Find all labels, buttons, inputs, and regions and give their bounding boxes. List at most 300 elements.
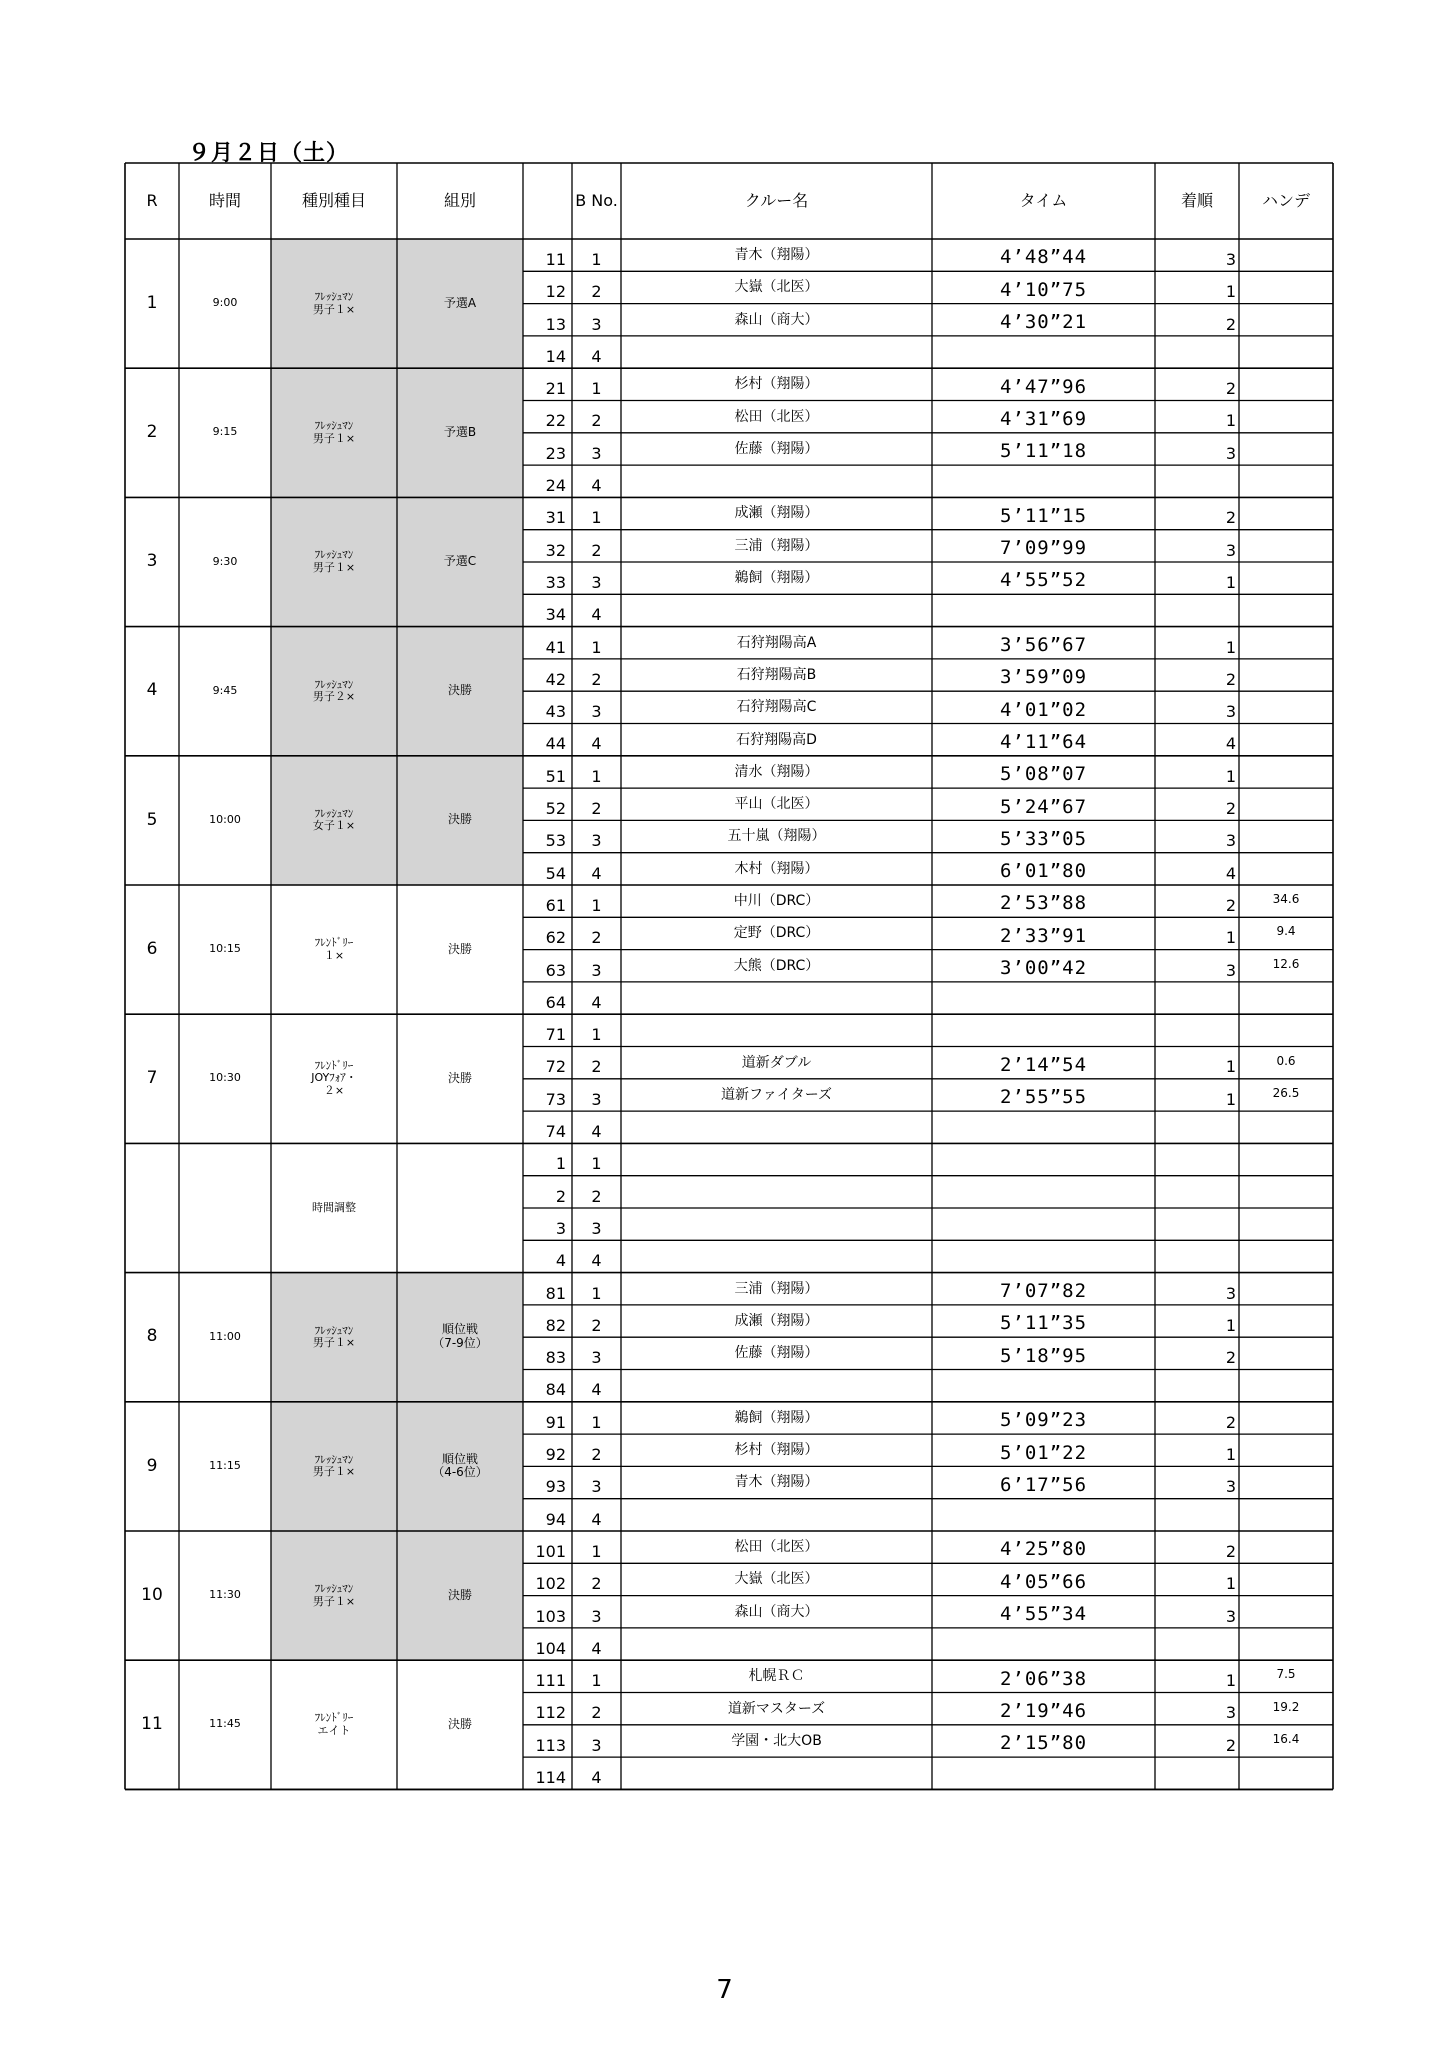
handicap-value	[1239, 1273, 1333, 1305]
race-number: 4	[146, 680, 158, 701]
finish-place: 4	[1225, 863, 1236, 883]
bow-number: 2	[591, 799, 602, 818]
handicap-value	[1239, 1305, 1333, 1337]
bow-number: 4	[591, 1251, 602, 1271]
handicap-value	[1239, 1143, 1333, 1175]
lane-number: 104	[535, 1638, 566, 1658]
finish-place: 4	[1225, 734, 1236, 754]
bow-number: 3	[591, 831, 602, 851]
finish-time: 5’11”15	[999, 504, 1088, 527]
finish-place: 1	[1225, 1574, 1236, 1594]
crew-name: 森山（商大）	[734, 1603, 819, 1620]
lane-number: 44	[545, 734, 566, 754]
header-handicap: ハンデ	[1261, 190, 1310, 210]
race-category: 時間調整	[312, 1200, 356, 1214]
bow-number: 2	[591, 411, 602, 431]
lane-number: 54	[545, 863, 566, 883]
crew-name: 鵜飼（翔陽）	[734, 1409, 819, 1426]
lane-number: 113	[535, 1735, 566, 1755]
crew-name: 青木（翔陽）	[734, 1474, 819, 1491]
finish-time: 5’18”95	[999, 1344, 1088, 1367]
finish-time	[932, 465, 1155, 497]
finish-place: 2	[1225, 508, 1236, 528]
handicap-value	[1239, 465, 1333, 497]
header-r: R	[146, 190, 158, 210]
lane-number: 111	[535, 1671, 566, 1691]
header-place: 着順	[1180, 190, 1213, 210]
handicap-value: 16.4	[1272, 1731, 1300, 1746]
crew-name	[621, 1176, 932, 1208]
bow-number: 4	[591, 863, 602, 883]
finish-place	[1155, 1208, 1239, 1240]
crew-name	[621, 594, 932, 626]
crew-name: 成瀬（翔陽）	[734, 505, 819, 522]
handicap-value	[1239, 239, 1333, 271]
lane-number: 24	[545, 476, 566, 495]
race-start-time: 11:00	[209, 1329, 241, 1343]
race-category: ﾌﾚｯｼｭﾏﾝ 女子１×	[312, 806, 356, 833]
handicap-value	[1239, 691, 1333, 723]
lane-number: 2	[555, 1186, 566, 1206]
bow-number: 2	[591, 928, 602, 948]
handicap-value	[1239, 724, 1333, 756]
race-start-time: 11:15	[209, 1459, 241, 1473]
race-number: 1	[146, 292, 158, 313]
finish-time	[932, 1757, 1155, 1789]
bow-number: 3	[591, 702, 602, 722]
bow-number: 4	[591, 1380, 602, 1400]
lane-number: 112	[535, 1703, 566, 1723]
header-group: 組別	[443, 190, 476, 210]
lane-number: 52	[545, 799, 566, 818]
finish-time: 4’55”34	[999, 1603, 1088, 1626]
handicap-value	[1239, 1240, 1333, 1272]
crew-name: 松田（北医）	[734, 408, 819, 425]
race-number: 6	[146, 938, 158, 959]
crew-name: 大嶽（北医）	[734, 1571, 819, 1588]
race-start-time: 9:00	[212, 296, 238, 310]
bow-number: 3	[591, 443, 602, 463]
handicap-value	[1239, 1402, 1333, 1434]
finish-place: 3	[1225, 443, 1236, 463]
handicap-value	[1239, 1563, 1333, 1595]
finish-time	[932, 1370, 1155, 1402]
crew-name	[621, 336, 932, 368]
crew-name: 大嶽（北医）	[734, 279, 819, 296]
finish-time: 2’55”55	[999, 1086, 1088, 1109]
lane-number: 64	[545, 992, 566, 1012]
handicap-value	[1239, 1466, 1333, 1498]
lane-number: 74	[545, 1122, 566, 1141]
finish-time: 5’11”18	[999, 440, 1088, 463]
bow-number: 4	[591, 1638, 602, 1658]
finish-time: 5’01”22	[999, 1441, 1088, 1464]
bow-number: 2	[591, 1574, 602, 1594]
finish-place: 1	[1225, 1315, 1236, 1335]
bow-number: 2	[591, 1057, 602, 1077]
race-category: ﾌﾚﾝﾄﾞﾘｰ １×	[314, 935, 354, 962]
handicap-value	[1239, 562, 1333, 594]
bow-number: 4	[591, 605, 602, 625]
handicap-value	[1239, 401, 1333, 433]
lane-number: 83	[545, 1348, 566, 1368]
lane-number: 114	[535, 1768, 566, 1787]
finish-place	[1155, 1370, 1239, 1402]
crew-name	[621, 1370, 932, 1402]
finish-place: 3	[1225, 1283, 1236, 1303]
lane-number: 33	[545, 572, 566, 592]
race-category: ﾌﾚﾝﾄﾞﾘｰ JOYﾌｫｱ・ ２×	[311, 1058, 357, 1098]
lane-number: 1	[555, 1154, 566, 1174]
finish-time	[932, 1176, 1155, 1208]
finish-time	[932, 1014, 1155, 1046]
crew-name: 学園・北大OB	[731, 1732, 822, 1749]
bow-number: 3	[591, 572, 602, 592]
bow-number: 2	[591, 1315, 602, 1335]
crew-name: 杉村（翔陽）	[734, 1442, 819, 1459]
lane-number: 101	[535, 1541, 566, 1561]
finish-place: 3	[1225, 249, 1236, 269]
finish-place	[1155, 1240, 1239, 1272]
bow-number: 1	[591, 1671, 602, 1691]
race-start-time: 10:00	[209, 813, 241, 827]
race-group: 決勝	[447, 683, 472, 698]
bow-number: 2	[591, 1703, 602, 1723]
handicap-value	[1239, 271, 1333, 303]
finish-time: 2’15”80	[999, 1732, 1088, 1755]
header-category: 種別種目	[301, 190, 366, 210]
handicap-value: 34.6	[1272, 892, 1300, 906]
bow-number: 1	[591, 1025, 602, 1045]
bow-number: 4	[591, 346, 602, 366]
crew-name	[621, 1014, 932, 1046]
finish-time: 3’56”67	[999, 634, 1088, 657]
finish-time: 7’07”82	[999, 1280, 1088, 1303]
bow-number: 4	[591, 1509, 602, 1529]
handicap-value	[1239, 820, 1333, 852]
handicap-value	[1239, 756, 1333, 788]
handicap-value: 12.6	[1272, 956, 1300, 971]
header-time: 時間	[208, 190, 241, 210]
finish-time	[932, 982, 1155, 1014]
finish-place: 1	[1225, 411, 1236, 431]
handicap-value: 9.4	[1276, 924, 1296, 939]
finish-place: 3	[1225, 1477, 1236, 1497]
results-table	[125, 163, 1333, 1787]
finish-place: 1	[1225, 1671, 1236, 1691]
lane-number: 43	[545, 702, 566, 722]
bow-number: 1	[591, 508, 602, 528]
crew-name	[621, 982, 932, 1014]
lane-number: 73	[545, 1089, 566, 1109]
finish-place	[1155, 1628, 1239, 1660]
finish-time: 4’47”96	[999, 375, 1088, 398]
finish-time	[932, 594, 1155, 626]
race-number: 7	[146, 1068, 158, 1088]
race-group: 予選B	[443, 424, 477, 439]
crew-name: 石狩翔陽高D	[736, 731, 817, 748]
race-group: 決勝	[447, 1716, 472, 1731]
crew-name: 道新ダブル	[741, 1054, 812, 1071]
finish-place: 1	[1225, 766, 1236, 786]
crew-name: 石狩翔陽高A	[736, 634, 817, 651]
race-start-time	[179, 1143, 271, 1272]
lane-number: 23	[545, 443, 566, 463]
finish-place: 2	[1225, 1735, 1236, 1755]
bow-number: 1	[591, 1541, 602, 1561]
finish-place: 3	[1225, 831, 1236, 851]
handicap-value	[1239, 1176, 1333, 1208]
bow-number: 1	[591, 1283, 602, 1303]
finish-place: 3	[1225, 960, 1236, 980]
finish-place	[1155, 594, 1239, 626]
handicap-value: 26.5	[1272, 1085, 1300, 1100]
lane-number: 12	[545, 282, 566, 302]
lane-number: 41	[545, 637, 566, 657]
race-start-time: 11:45	[209, 1717, 241, 1731]
race-group: 決勝	[447, 941, 472, 956]
finish-place: 2	[1225, 669, 1236, 689]
finish-time: 5’08”07	[999, 763, 1088, 786]
finish-time: 4’55”52	[999, 569, 1088, 592]
finish-place: 1	[1225, 928, 1236, 948]
finish-time: 4’05”66	[999, 1570, 1088, 1593]
lane-number: 91	[545, 1412, 566, 1432]
finish-place	[1155, 1143, 1239, 1175]
bow-number: 1	[591, 637, 602, 657]
race-group: 決勝	[447, 1070, 472, 1085]
race-group: 予選A	[443, 295, 477, 310]
lane-number: 13	[545, 314, 566, 334]
crew-name: 大熊（DRC）	[733, 957, 820, 974]
bow-number: 3	[591, 1348, 602, 1368]
crew-name: 松田（北医）	[734, 1539, 819, 1555]
bow-number: 3	[591, 1089, 602, 1109]
finish-place: 2	[1225, 1541, 1236, 1561]
finish-place: 2	[1225, 799, 1236, 818]
lane-number: 53	[545, 831, 566, 851]
bow-number: 1	[591, 1154, 602, 1174]
crew-name: 三浦（翔陽）	[734, 1280, 819, 1297]
finish-time: 4’48”44	[999, 246, 1088, 269]
lane-number: 22	[545, 411, 566, 431]
finish-place: 3	[1225, 540, 1236, 560]
finish-place: 3	[1225, 702, 1236, 722]
handicap-value	[1239, 368, 1333, 400]
race-group: 順位戦 （7-9位）	[432, 1322, 488, 1351]
lane-number: 11	[545, 249, 566, 269]
race-category: ﾌﾚｯｼｭﾏﾝ 男子１×	[312, 419, 356, 445]
lane-number: 72	[545, 1057, 566, 1077]
crew-name	[621, 1111, 932, 1143]
finish-place: 1	[1225, 572, 1236, 592]
finish-time: 6’01”80	[999, 860, 1088, 883]
bow-number: 2	[591, 540, 602, 560]
finish-time: 4’10”75	[999, 278, 1088, 301]
crew-name	[621, 465, 932, 497]
lane-number: 34	[545, 605, 566, 625]
handicap-value: 7.5	[1276, 1667, 1296, 1682]
finish-place: 2	[1225, 379, 1236, 399]
finish-place	[1155, 336, 1239, 368]
finish-time	[932, 336, 1155, 368]
race-number: 11	[141, 1714, 163, 1734]
lane-number: 42	[545, 669, 566, 689]
handicap-value	[1239, 1757, 1333, 1789]
crew-name: 札幌ＲＣ	[748, 1668, 805, 1685]
crew-name	[621, 1499, 932, 1531]
crew-name: 木村（翔陽）	[734, 860, 819, 877]
finish-place: 1	[1225, 1057, 1236, 1077]
race-number: 10	[141, 1584, 163, 1605]
bow-number: 2	[591, 1445, 602, 1464]
finish-place: 1	[1225, 637, 1236, 657]
handicap-value	[1239, 1014, 1333, 1046]
lane-number: 71	[545, 1025, 566, 1045]
bow-number: 1	[591, 1412, 602, 1432]
race-group: 決勝	[447, 812, 472, 827]
bow-number: 2	[591, 669, 602, 689]
race-category: ﾌﾚｯｼｭﾏﾝ 男子１×	[312, 1323, 356, 1350]
crew-name: 佐藤（翔陽）	[734, 440, 819, 457]
handicap-value	[1239, 1208, 1333, 1240]
handicap-value	[1239, 1337, 1333, 1369]
finish-time: 2’14”54	[999, 1053, 1088, 1076]
race-number: 8	[146, 1326, 158, 1347]
handicap-value	[1239, 1499, 1333, 1531]
finish-time	[932, 1240, 1155, 1272]
handicap-value	[1239, 788, 1333, 820]
finish-place: 2	[1225, 314, 1236, 334]
bow-number: 3	[591, 960, 602, 980]
lane-number: 94	[545, 1509, 566, 1529]
finish-time	[932, 1499, 1155, 1531]
lane-number: 82	[545, 1315, 566, 1335]
lane-number: 61	[545, 895, 566, 915]
crew-name	[621, 1628, 932, 1660]
finish-place	[1155, 1014, 1239, 1046]
finish-time: 4’25”80	[999, 1538, 1088, 1561]
lane-number: 3	[555, 1218, 566, 1238]
lane-number: 4	[555, 1251, 566, 1271]
crew-name: 三浦（翔陽）	[734, 537, 819, 554]
lane-number: 81	[545, 1283, 566, 1303]
race-start-time: 10:30	[209, 1071, 241, 1085]
header-bno: B No.	[575, 190, 618, 210]
finish-place: 2	[1225, 895, 1236, 915]
finish-time: 4’30”21	[999, 311, 1088, 334]
finish-place: 3	[1225, 1606, 1236, 1626]
finish-time: 2’53”88	[999, 892, 1088, 915]
crew-name: 鵜飼（翔陽）	[734, 570, 819, 586]
lane-number: 32	[545, 540, 566, 560]
finish-place	[1155, 1499, 1239, 1531]
finish-time: 2’19”46	[999, 1699, 1088, 1722]
finish-place	[1155, 465, 1239, 497]
finish-time: 4’11”64	[999, 730, 1088, 753]
bow-number: 3	[591, 1218, 602, 1238]
bow-number: 3	[591, 314, 602, 334]
lane-number: 93	[545, 1477, 566, 1497]
handicap-value	[1239, 433, 1333, 465]
crew-name: 定野（DRC）	[733, 925, 820, 942]
lane-number: 92	[545, 1445, 566, 1464]
bow-number: 1	[591, 379, 602, 399]
race-start-time: 10:15	[209, 942, 241, 956]
finish-time	[932, 1208, 1155, 1240]
finish-time: 5’24”67	[999, 795, 1088, 818]
handicap-value	[1239, 530, 1333, 562]
finish-place: 1	[1225, 1445, 1236, 1464]
bow-number: 4	[591, 1122, 602, 1141]
race-start-time: 11:30	[209, 1588, 241, 1602]
race-category: ﾌﾚｯｼｭﾏﾝ 男子１×	[312, 1581, 356, 1608]
race-group	[397, 1143, 523, 1272]
bow-number: 1	[591, 249, 602, 269]
crew-name: 中川（DRC）	[733, 893, 820, 909]
header-crew: クルー名	[744, 190, 809, 210]
finish-place	[1155, 1111, 1239, 1143]
handicap-value	[1239, 853, 1333, 885]
bow-number: 3	[591, 1735, 602, 1755]
lane-number: 103	[535, 1606, 566, 1626]
bow-number: 2	[591, 282, 602, 302]
crew-name	[621, 1143, 932, 1175]
handicap-value	[1239, 1531, 1333, 1563]
header-lane	[523, 163, 572, 239]
handicap-value: 19.2	[1272, 1699, 1300, 1714]
handicap-value	[1239, 1111, 1333, 1143]
bow-number: 3	[591, 1606, 602, 1626]
finish-place	[1155, 982, 1239, 1014]
finish-time: 5’11”35	[999, 1312, 1088, 1335]
finish-place: 2	[1225, 1348, 1236, 1368]
finish-place	[1155, 1176, 1239, 1208]
crew-name: 杉村（翔陽）	[734, 376, 819, 393]
handicap-value: 0.6	[1276, 1053, 1296, 1068]
lane-number: 62	[545, 928, 566, 948]
crew-name: 道新ファイターズ	[720, 1086, 833, 1103]
crew-name: 清水（翔陽）	[734, 763, 819, 780]
finish-time: 4’31”69	[999, 407, 1088, 430]
lane-number: 14	[545, 346, 566, 366]
bow-number: 1	[591, 895, 602, 915]
finish-time: 3’59”09	[999, 666, 1088, 689]
handicap-value	[1239, 304, 1333, 336]
finish-time: 3’00”42	[999, 957, 1088, 980]
bow-number: 4	[591, 992, 602, 1012]
lane-number: 102	[535, 1574, 566, 1594]
race-start-time: 9:45	[212, 683, 238, 697]
race-number: 9	[146, 1455, 158, 1476]
finish-time: 2’33”91	[999, 924, 1088, 947]
finish-time: 2’06”38	[999, 1667, 1088, 1690]
race-category: ﾌﾚｯｼｭﾏﾝ 男子１×	[312, 1452, 356, 1479]
finish-time: 6’17”56	[999, 1473, 1088, 1496]
bow-number: 2	[591, 1186, 602, 1206]
bow-number: 3	[591, 1477, 602, 1497]
header-race-time: タイム	[1019, 190, 1068, 210]
race-category: ﾌﾚｯｼｭﾏﾝ 男子１×	[312, 289, 356, 316]
lane-number: 63	[545, 960, 566, 980]
bow-number: 4	[591, 734, 602, 754]
crew-name	[621, 1208, 932, 1240]
bow-number: 4	[591, 1768, 602, 1787]
crew-name	[621, 1240, 932, 1272]
lane-number: 21	[545, 379, 566, 399]
race-category: ﾌﾚﾝﾄﾞﾘｰ エイト	[314, 1711, 354, 1737]
crew-name: 成瀬（翔陽）	[734, 1312, 819, 1329]
